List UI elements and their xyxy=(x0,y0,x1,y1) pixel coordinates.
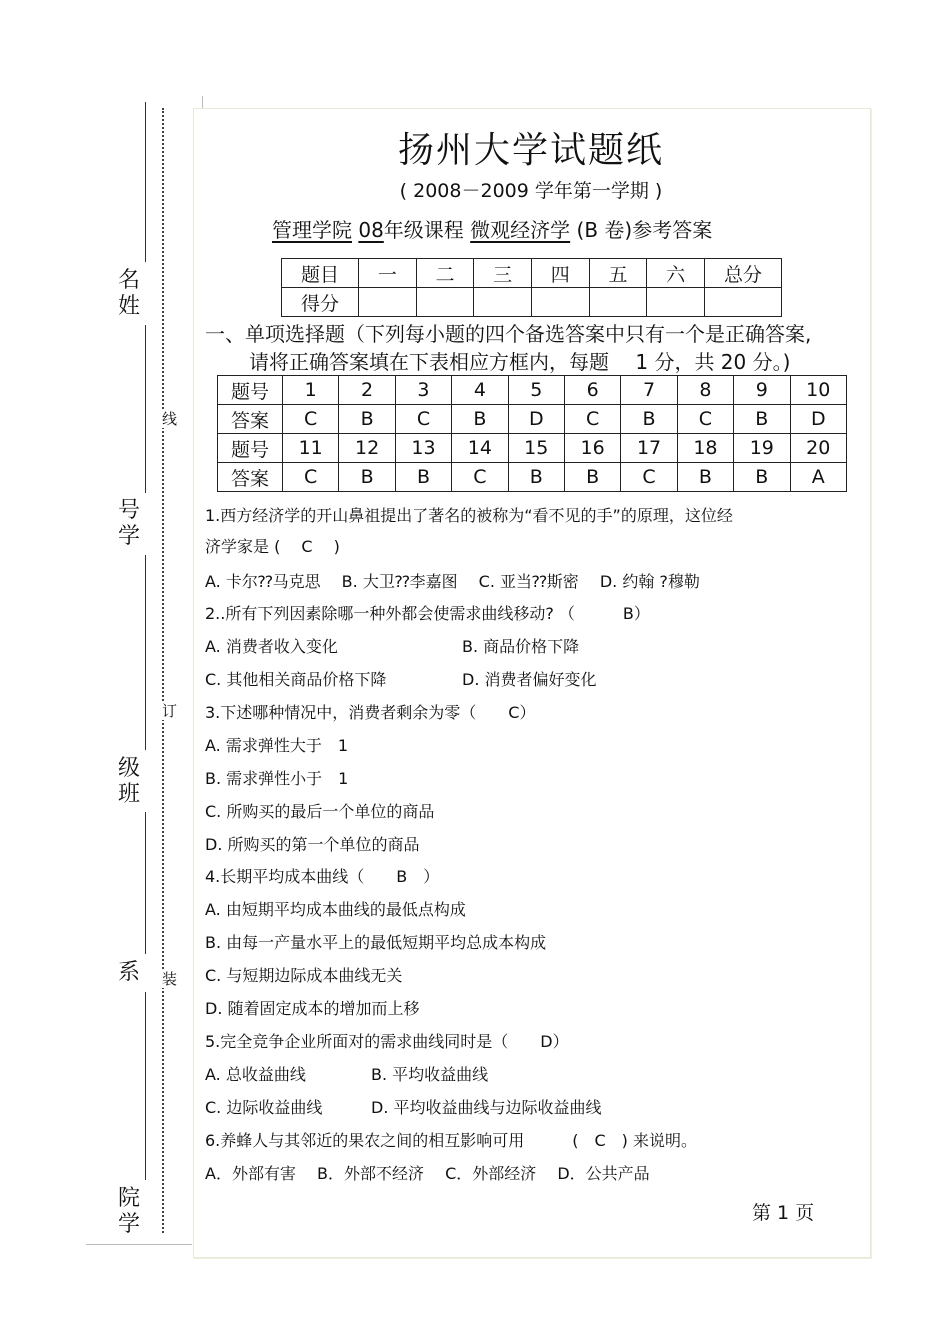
grade-value: 08 xyxy=(358,218,384,242)
page-number: 第 1 页 xyxy=(752,1202,815,1224)
answer-number-cell: 13 xyxy=(395,434,451,463)
answer-number-cell: 10 xyxy=(790,376,846,405)
corner-mark xyxy=(86,1244,192,1245)
answer-number-cell: 11 xyxy=(283,434,339,463)
question-6-options: A．外部有害 B．外部不经济 C．外部经济 D．公共产品 xyxy=(205,1164,650,1183)
question-5: 5.完全竞争企业所面对的需求曲线同时是（ D） xyxy=(205,1032,569,1051)
answer-number-cell: 19 xyxy=(734,434,790,463)
grade-suffix: 年级课程 xyxy=(383,218,464,242)
score-cell xyxy=(474,288,532,317)
answer-number-cell: 2 xyxy=(339,376,395,405)
score-cell xyxy=(416,288,474,317)
paper-type: (B 卷)参考答案 xyxy=(576,218,713,242)
binding-dotted-line xyxy=(162,108,164,1233)
answer-value-cell: B xyxy=(564,463,620,492)
answer-row-label: 题号 xyxy=(218,376,283,405)
answer-value-cell: B xyxy=(452,405,508,434)
question-2-option-b: B. 商品价格下降 xyxy=(462,637,580,656)
question-4-option-b: B. 由每一产量水平上的最低短期平均总成本构成 xyxy=(205,933,547,952)
answer-value-cell: B xyxy=(339,405,395,434)
score-cell xyxy=(705,288,782,317)
margin-rule xyxy=(145,102,146,262)
answer-number-cell: 8 xyxy=(677,376,733,405)
answer-number-cell: 15 xyxy=(508,434,564,463)
question-4-option-d: D. 随着固定成本的增加而上移 xyxy=(205,999,420,1018)
answer-value-cell: B xyxy=(734,405,790,434)
answer-number-cell: 6 xyxy=(564,376,620,405)
margin-rule xyxy=(145,555,146,750)
answer-value-cell: C xyxy=(283,463,339,492)
question-1: 1.西方经济学的开山鼻祖提出了著名的被称为“看不见的手”的原理，这位经 xyxy=(205,506,733,525)
score-header: 六 xyxy=(647,259,705,288)
question-2-option-d: D. 消费者偏好变化 xyxy=(462,670,597,689)
margin-rule xyxy=(145,812,146,954)
question-1-cont: 济学家是 ( C ) xyxy=(205,537,340,556)
score-header: 一 xyxy=(359,259,417,288)
binding-mark-pack: 装 xyxy=(162,970,178,988)
margin-rule xyxy=(145,325,146,493)
section-heading: 一、单项选择题（下列每小题的四个备选答案中只有一个是正确答案, xyxy=(205,322,812,346)
name-label: 名 姓 xyxy=(117,268,140,319)
question-5-option-c: C. 边际收益曲线 xyxy=(205,1098,323,1117)
score-row-label: 得分 xyxy=(282,288,359,317)
answer-number-cell: 9 xyxy=(734,376,790,405)
corner-mark xyxy=(202,96,203,108)
question-3-option-b: B. 需求弹性小于 1 xyxy=(205,769,349,788)
answer-number-cell: 5 xyxy=(508,376,564,405)
answer-number-cell: 18 xyxy=(677,434,733,463)
question-5-option-d: D. 平均收益曲线与边际收益曲线 xyxy=(371,1098,602,1117)
answer-value-cell: B xyxy=(395,463,451,492)
answer-row-label: 答案 xyxy=(218,463,283,492)
score-header: 总分 xyxy=(705,259,782,288)
college-name: 管理学院 xyxy=(272,218,352,242)
answer-number-cell: 17 xyxy=(621,434,677,463)
question-3-option-a: A. 需求弹性大于 1 xyxy=(205,736,349,755)
question-4: 4.长期平均成本曲线（ B ） xyxy=(205,867,440,886)
score-header: 五 xyxy=(589,259,647,288)
course-line xyxy=(272,214,712,243)
answer-value-cell: B xyxy=(339,463,395,492)
answer-number-cell: 7 xyxy=(621,376,677,405)
answer-value-cell: B xyxy=(508,463,564,492)
score-header: 三 xyxy=(474,259,532,288)
answer-value-cell: B xyxy=(621,405,677,434)
college-label: 院 学 xyxy=(117,1186,140,1237)
score-table xyxy=(281,258,782,317)
section-instructions: 请将正确答案填在下表相应方框内，每题 1 分，共 20 分。) xyxy=(249,350,791,374)
answer-number-cell: 14 xyxy=(452,434,508,463)
score-cell xyxy=(647,288,705,317)
semester-subtitle: ( 2008－2009 学年第一学期 ) xyxy=(399,180,663,202)
answer-value-cell: C xyxy=(621,463,677,492)
question-6: 6.养蜂人与其邻近的果农之间的相互影响可用 ( C ) 来说明。 xyxy=(205,1131,698,1150)
answer-table xyxy=(217,375,847,492)
answer-value-cell: B xyxy=(677,463,733,492)
answer-row-label: 题号 xyxy=(218,434,283,463)
score-header: 四 xyxy=(531,259,589,288)
question-3-option-d: D. 所购买的第一个单位的商品 xyxy=(205,835,420,854)
binding-mark-line: 线 xyxy=(162,410,178,428)
answer-number-cell: 20 xyxy=(790,434,846,463)
score-cell xyxy=(589,288,647,317)
answer-number-cell: 16 xyxy=(564,434,620,463)
answer-value-cell: D xyxy=(508,405,564,434)
answer-value-cell: A xyxy=(790,463,846,492)
answer-number-cell: 3 xyxy=(395,376,451,405)
department-label: 系 xyxy=(117,960,140,985)
question-5-option-b: B. 平均收益曲线 xyxy=(371,1065,489,1084)
question-4-option-c: C. 与短期边际成本曲线无关 xyxy=(205,966,403,985)
score-header: 题目 xyxy=(282,259,359,288)
answer-number-cell: 1 xyxy=(283,376,339,405)
score-cell xyxy=(531,288,589,317)
answer-value-cell: C xyxy=(395,405,451,434)
score-header: 二 xyxy=(416,259,474,288)
question-2-option-a: A. 消费者收入变化 xyxy=(205,637,338,656)
question-3-option-c: C. 所购买的最后一个单位的商品 xyxy=(205,802,435,821)
answer-value-cell: B xyxy=(734,463,790,492)
question-2: 2..所有下列因素除哪一种外都会使需求曲线移动? （ B） xyxy=(205,604,650,623)
course-name: 微观经济学 xyxy=(470,218,571,242)
question-4-option-a: A. 由短期平均成本曲线的最低点构成 xyxy=(205,900,466,919)
question-3: 3.下述哪种情况中，消费者剩余为零（ C） xyxy=(205,703,536,722)
answer-value-cell: C xyxy=(452,463,508,492)
answer-number-cell: 12 xyxy=(339,434,395,463)
question-2-option-c: C. 其他相关商品价格下降 xyxy=(205,670,387,689)
score-cell xyxy=(359,288,417,317)
answer-value-cell: C xyxy=(564,405,620,434)
answer-row-label: 答案 xyxy=(218,405,283,434)
question-5-option-a: A. 总收益曲线 xyxy=(205,1065,306,1084)
answer-value-cell: C xyxy=(677,405,733,434)
answer-number-cell: 4 xyxy=(452,376,508,405)
page-title: 扬州大学试题纸 xyxy=(397,130,664,171)
margin-rule xyxy=(145,992,146,1180)
answer-value-cell: D xyxy=(790,405,846,434)
binding-mark-staple: 订 xyxy=(162,702,178,720)
answer-value-cell: C xyxy=(283,405,339,434)
class-label: 级 班 xyxy=(117,756,140,807)
student-id-label: 号 学 xyxy=(117,498,140,549)
question-1-options: A. 卡尔⁇马克思 B. 大卫⁇李嘉图 C. 亚当⁇斯密 D. 约翰 ?穆勒 xyxy=(205,572,700,591)
